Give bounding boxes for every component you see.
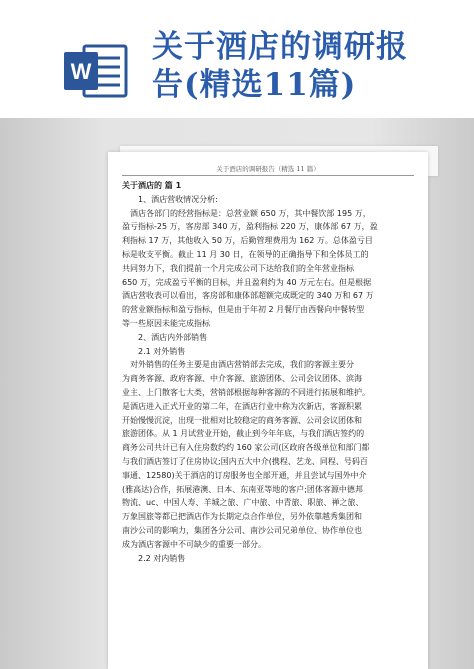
text-line: 酒店各部门的经营指标是：总营业额 650 万，其中餐饮部 195 万， [130,208,371,218]
text-line: 对外销售的任务主要是由酒店营销部去完成，我们的客源主要分 [130,360,354,370]
word-icon-letter: W [70,59,92,84]
section-heading: 关于酒店的 篇 1 [122,181,182,190]
document-title [152,28,462,104]
text-line: 旅游团体。从 1 月试营业开始，截止到今年年底，与我们酒店签约的 [122,429,365,439]
banner [0,0,474,118]
title-line-2: 告(精选11篇) [152,67,357,103]
header-rule [122,175,414,176]
text-line: 业主、上门散客七大类，营销部根据每种客源的不同进行拓展和维护。 [122,387,370,397]
document-page [108,152,428,669]
text-line: 为商务客源、政府客源、中介客源、旅游团体、公司会议团体、滨海 [122,374,362,384]
paragraph-2 [122,358,414,551]
document-body [122,179,414,565]
text-line: 的营业额指标和盈亏指标，但是由于年初 2 月餐厅由西餐向中餐转型 [122,305,365,315]
text-line: 南沙公司的影响力，集团各分公司、南沙公司兄弟单位、协作单位也 [122,525,362,535]
text-line: 共同努力下，我们提前一个月完成公司下达给我们的全年营业指标 [122,263,354,273]
text-line: 事通、12580)关于酒店的订房服务也全部开通，并且尝试与国外中介 [122,470,367,480]
paragraph-1 [122,207,414,331]
section-2-title: 2、酒店内外部销售 [138,332,208,342]
text-line: (雅高达)合作，拓展港澳、日本、东南亚等地的客户;团体客源中德邦 [122,484,363,494]
title-line-1: 关于酒店的调研报 [152,29,408,65]
section-2-1-title: 2.1 对外销售 [138,346,186,356]
text-line: 商务公司共计已有入住房数约约 160 家公司(区政府各级单位和部门都 [122,443,370,453]
section-1-title: 1、酒店营收情况分析: [138,194,218,204]
text-line: 是酒店进入正式开业的第二年，在酒店行业中称为次新店，客源积累 [122,401,362,411]
text-line: 利指标 17 万，其他收入 50 万，后勤管理费用为 162 万。总体盈亏目 [122,236,373,246]
microsoft-word-icon [62,40,130,102]
text-line: 等一些原因未能完成指标 [122,318,210,328]
text-line: 650 万，完成盈亏平衡的目标，并且盈利约为 40 万元左右。但是根据 [122,277,372,287]
running-header: 关于酒店的调研报告（精选 11 篇） [216,165,320,173]
text-line: 开始慢慢沉淀，出现一批相对比较稳定的商务客源、公司会议团体和 [122,415,362,425]
text-line: 与我们酒店签订了住房协议;国内五大中介(携程、艺龙、同程、号码百 [122,456,368,466]
text-line: 盈亏指标-25 万，客房部 340 万，盈利指标 220 万，康体部 67 万，盈 [122,222,378,232]
section-2-2-title: 2.2 对内销售 [138,553,186,563]
text-line: 万象国旅等都已把酒店作为长期定点合作单位，另外依靠越秀集团和 [122,512,362,522]
text-line: 酒店营收表可以看出，客房部和康体部超额完成既定的 340 万和 67 万 [122,291,374,301]
text-line: 成为酒店客源中不可缺少的重要一部分。 [122,539,266,549]
text-line: 物流、uc、中国人寿、羊城之旅、广中旅、中青旅、职旅、禅之旅、 [122,498,364,508]
text-line: 标是收支平衡。截止 11 月 30 日，在领导的正确指导下和全体员工的 [122,249,369,259]
